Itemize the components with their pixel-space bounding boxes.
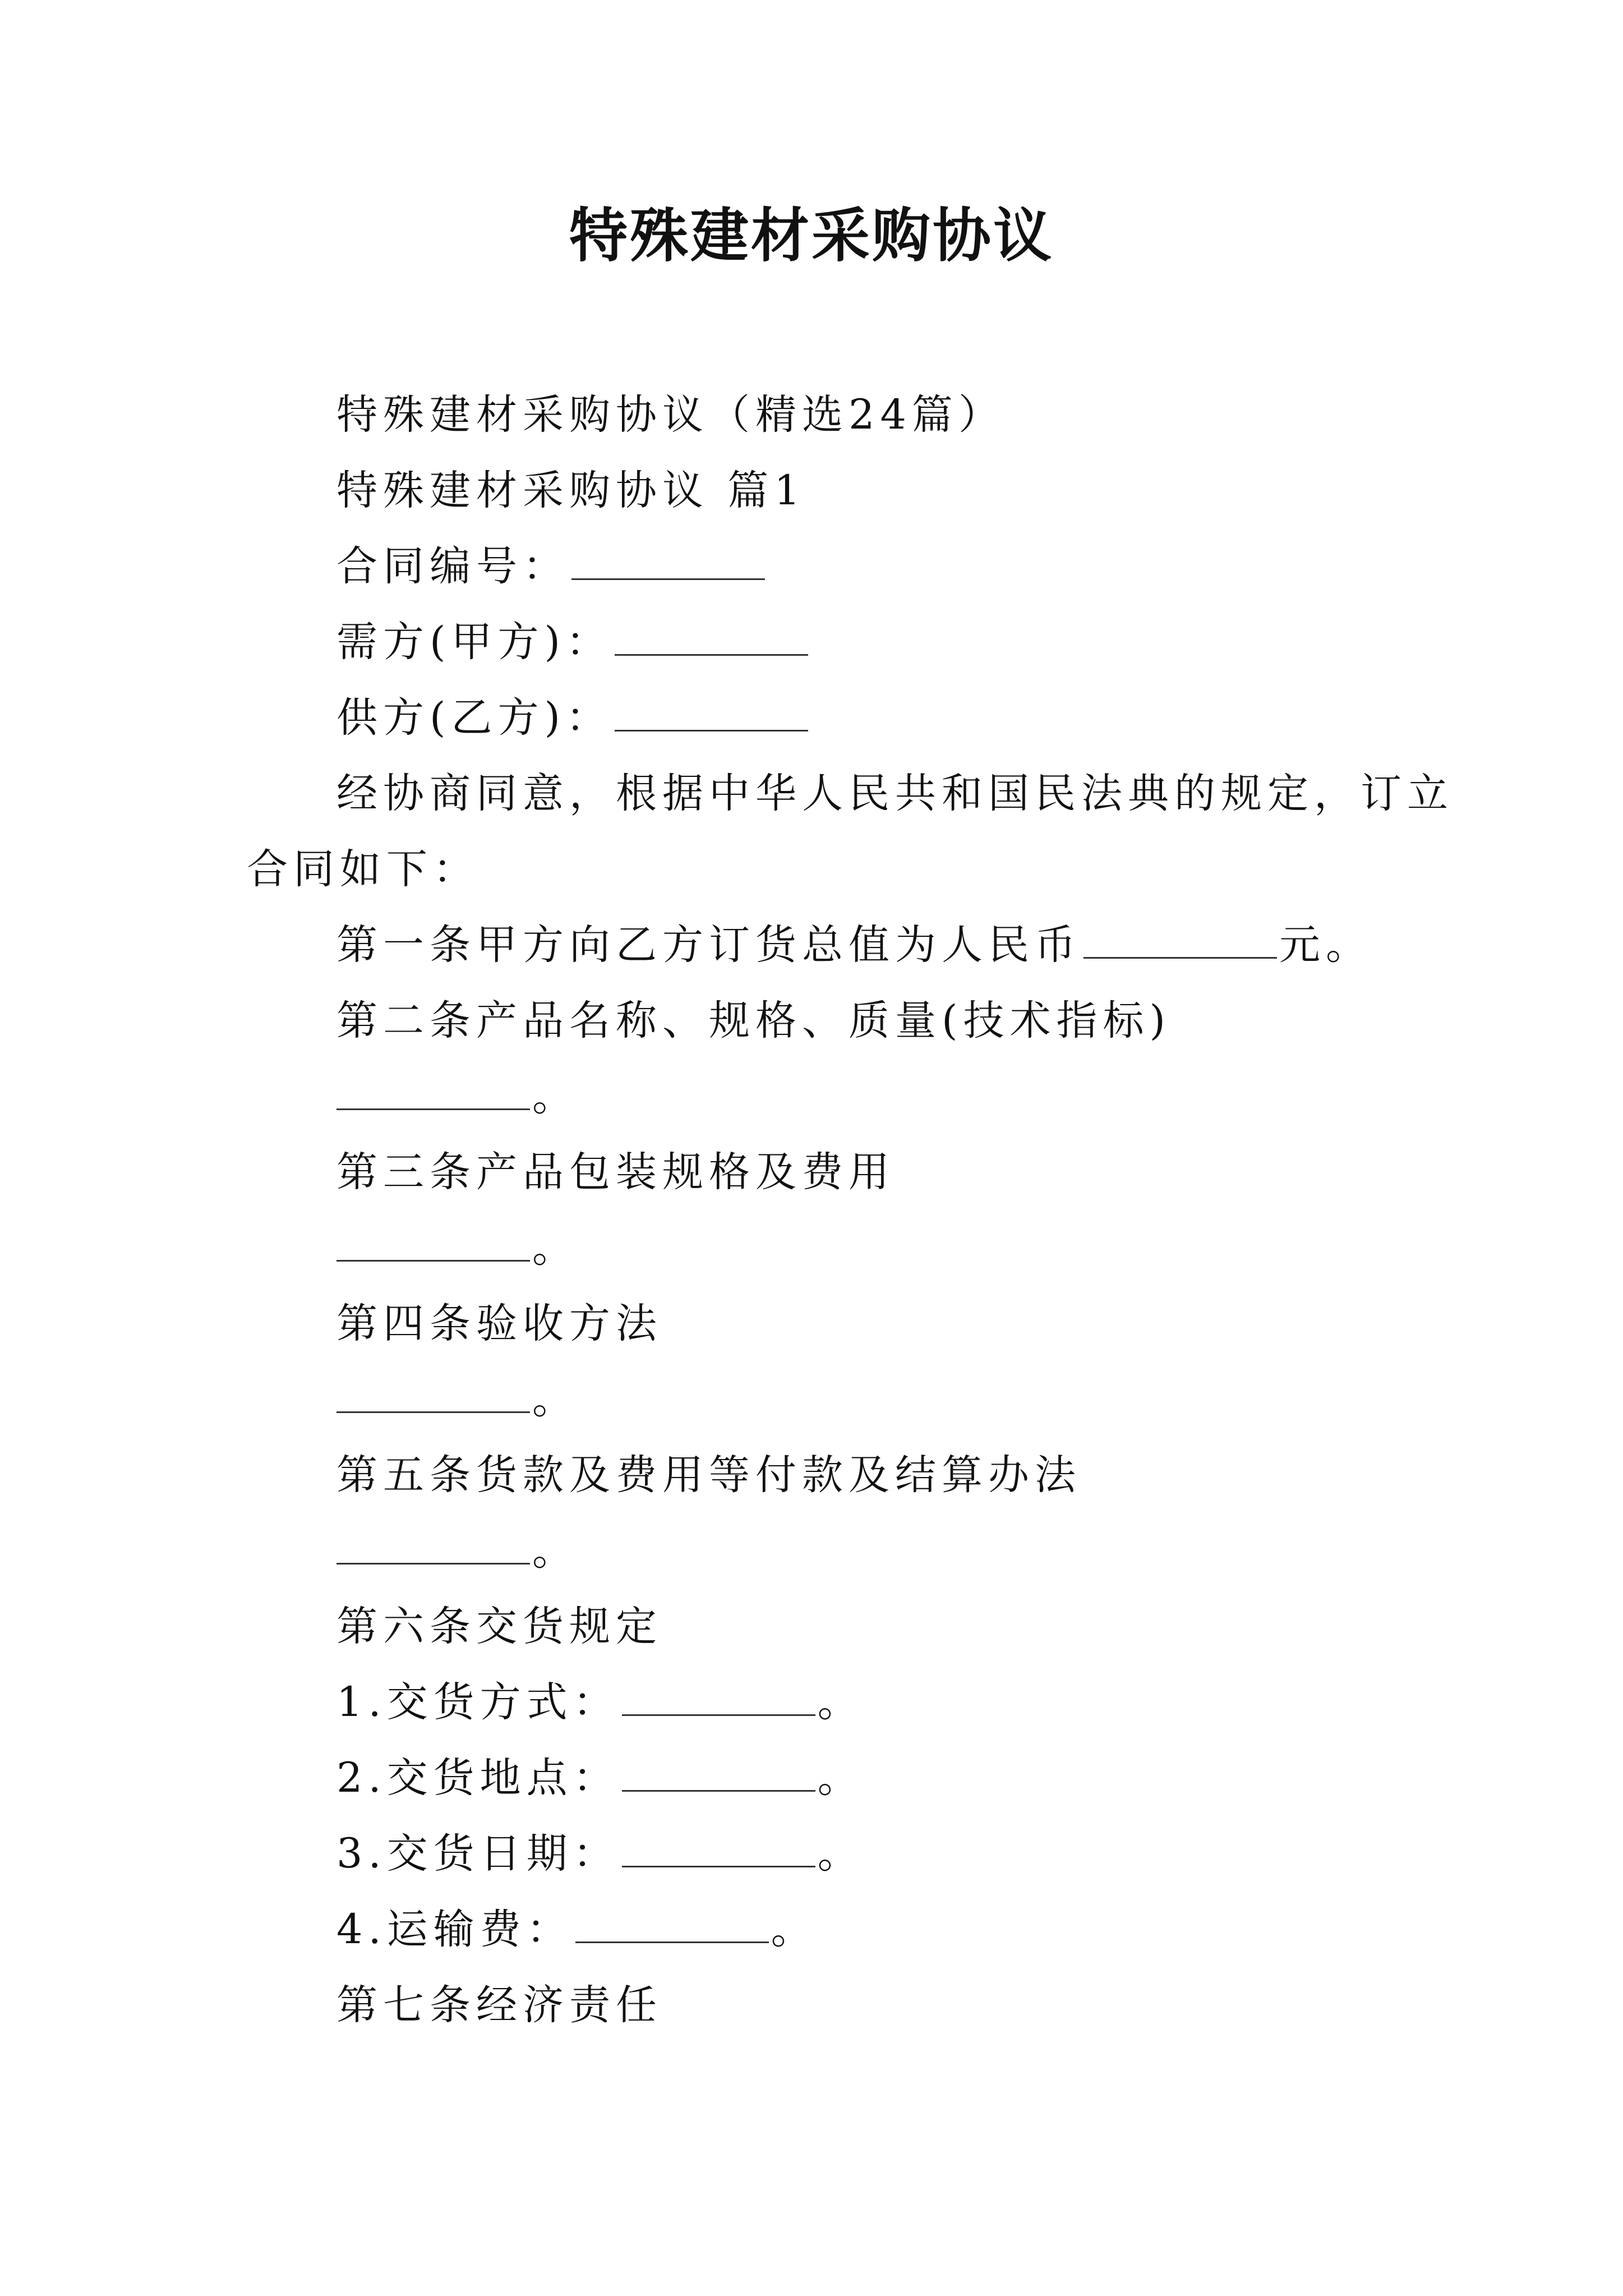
intro-line-2: 合同如下： (247, 845, 479, 893)
article-5-blank (336, 1529, 530, 1565)
article-4: 第四条验收方法 (336, 1300, 662, 1347)
article-7: 第七条经济责任 (336, 1981, 662, 2029)
article-4-blank (336, 1378, 530, 1413)
delivery-method-period: 。 (817, 1678, 864, 1726)
document-title: 特殊建材采购协议 (569, 201, 1054, 270)
delivery-date-line (336, 1826, 864, 1882)
article-2-period: 。 (532, 1073, 579, 1120)
article-5-period: 。 (532, 1527, 579, 1575)
article-2-blank (336, 1075, 530, 1110)
delivery-date-blank (622, 1832, 815, 1867)
supplier-label: 供方(乙方)： (336, 694, 612, 742)
delivery-method-blank (622, 1681, 815, 1716)
article-2: 第二条产品名称、规格、质量(技术指标) (336, 997, 1171, 1045)
delivery-place-blank (622, 1756, 815, 1792)
article-4-period: 。 (532, 1375, 579, 1423)
contract-number-label: 合同编号： (336, 542, 569, 590)
delivery-place-label: 2.交货地点： (336, 1754, 620, 1802)
freight-label: 4.运输费： (336, 1906, 573, 1953)
delivery-method-label: 1.交货方式： (336, 1678, 620, 1726)
article-5-blank-line (336, 1523, 579, 1579)
article-3: 第三条产品包装规格及费用 (336, 1148, 895, 1196)
delivery-place-line (336, 1750, 864, 1806)
freight-period: 。 (771, 1906, 818, 1953)
delivery-date-period: 。 (817, 1830, 864, 1878)
buyer-line (336, 614, 810, 670)
document-subtitle: 特殊建材采购协议（精选24篇） (336, 391, 1005, 439)
delivery-date-label: 3.交货日期： (336, 1830, 620, 1878)
contract-number-line (336, 539, 767, 595)
article-6: 第六条交货规定 (336, 1603, 662, 1650)
freight-line (336, 1902, 818, 1958)
section-heading: 特殊建材采购协议 篇1 (336, 467, 806, 514)
contract-number-blank (571, 545, 765, 580)
delivery-place-period: 。 (817, 1754, 864, 1802)
article-5: 第五条货款及费用等付款及结算办法 (336, 1451, 1081, 1499)
article-4-blank-line (336, 1372, 579, 1428)
article-3-period: 。 (532, 1224, 579, 1272)
article-1-prefix: 第一条甲方向乙方订货总值为人民币 (336, 921, 1081, 969)
supplier-line (336, 690, 810, 746)
buyer-label: 需方(甲方)： (336, 618, 612, 666)
supplier-blank (615, 696, 808, 731)
article-3-blank-line (336, 1220, 579, 1276)
delivery-method-line (336, 1674, 864, 1731)
article-1-blank (1083, 923, 1277, 959)
intro-line-1: 经协商同意，根据中华人民共和国民法典的规定，订立 (336, 770, 1454, 817)
article-3-blank (336, 1226, 530, 1262)
freight-blank (575, 1908, 769, 1943)
article-1 (336, 917, 1372, 973)
buyer-blank (615, 620, 808, 656)
article-2-blank-line (336, 1069, 579, 1125)
article-1-suffix: 元。 (1279, 921, 1372, 969)
